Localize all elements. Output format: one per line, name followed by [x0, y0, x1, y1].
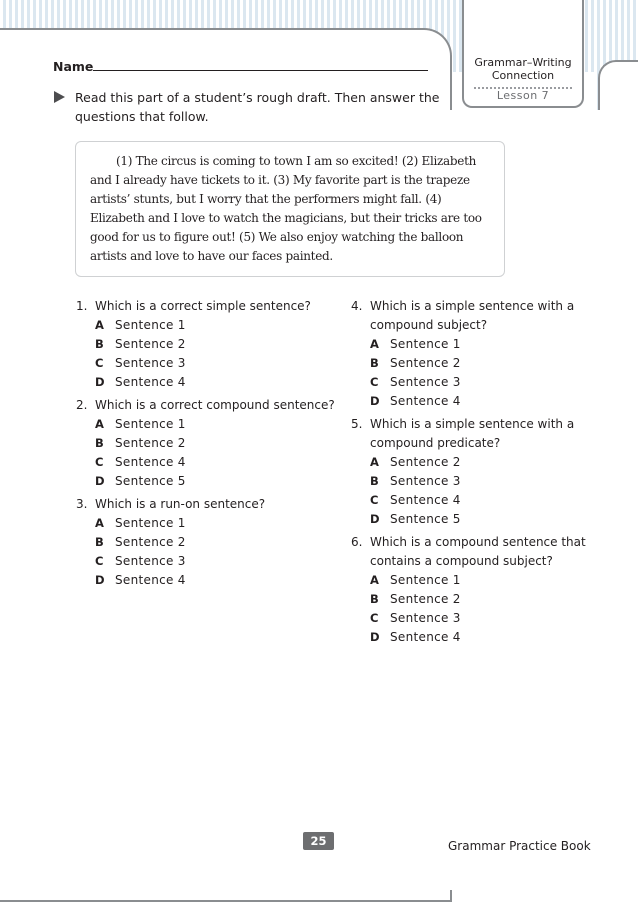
option-text: Sentence 4 [115, 375, 186, 389]
option-letter: C [370, 611, 379, 625]
question-number: 5. [351, 417, 363, 431]
option-text: Sentence 1 [115, 417, 186, 431]
answer-option[interactable] [76, 472, 336, 491]
option-letter: B [370, 356, 379, 370]
answer-option[interactable] [76, 453, 336, 472]
question-stem [76, 396, 336, 415]
answer-option[interactable] [351, 590, 611, 609]
option-text: Sentence 3 [115, 554, 186, 568]
option-text: Sentence 5 [390, 512, 461, 526]
option-letter: C [95, 356, 104, 370]
answer-option[interactable] [351, 472, 611, 491]
answer-option[interactable] [76, 316, 336, 335]
questions-right-column [351, 297, 611, 651]
option-letter: C [95, 455, 104, 469]
answer-option[interactable] [76, 514, 336, 533]
question-number: 3. [76, 497, 88, 511]
questions-left-column [76, 297, 336, 594]
question-number: 2. [76, 398, 88, 412]
lesson-tab [462, 0, 584, 108]
option-letter: C [370, 493, 379, 507]
question [76, 297, 336, 392]
arrow-icon [54, 91, 65, 103]
option-letter: A [95, 318, 104, 332]
option-text: Sentence 5 [115, 474, 186, 488]
question-stem [351, 415, 611, 453]
question [351, 533, 611, 647]
answer-option[interactable] [351, 628, 611, 647]
option-text: Sentence 1 [390, 337, 461, 351]
name-line[interactable] [93, 70, 428, 71]
question-number: 1. [76, 299, 88, 313]
passage-text: (1) The circus is coming to town I am so excited! (2) Elizabeth and I already have tickets to it. (3) My favorite part is the trapeze artists’ stunts, but I worry that the performers might fall. (4) Elizabeth and I love to watch the magicians, but their tricks are too good for us to figure out! (5) We also enjoy watching the balloon artists and love to have our faces painted. [90, 154, 482, 263]
question-stem [76, 495, 336, 514]
option-letter: B [95, 337, 104, 351]
answer-option[interactable] [76, 373, 336, 392]
answer-option[interactable] [76, 354, 336, 373]
name-label: Name [53, 59, 94, 74]
option-letter: A [370, 337, 379, 351]
option-letter: D [370, 630, 380, 644]
option-text: Sentence 2 [390, 356, 461, 370]
answer-option[interactable] [76, 533, 336, 552]
question-text: Which is a correct simple sentence? [95, 299, 311, 313]
option-letter: A [370, 455, 379, 469]
option-letter: A [370, 573, 379, 587]
option-letter: B [370, 592, 379, 606]
option-text: Sentence 4 [390, 394, 461, 408]
option-text: Sentence 2 [390, 592, 461, 606]
question-number: 6. [351, 535, 363, 549]
instructions: Read this part of a student’s rough draft. Then answer the questions that follow. [75, 90, 440, 124]
option-text: Sentence 1 [115, 318, 186, 332]
option-text: Sentence 4 [390, 630, 461, 644]
answer-option[interactable] [351, 335, 611, 354]
option-letter: A [95, 516, 104, 530]
option-letter: A [95, 417, 104, 431]
question-stem [351, 297, 611, 335]
answer-option[interactable] [76, 571, 336, 590]
option-text: Sentence 2 [115, 436, 186, 450]
option-letter: D [370, 512, 380, 526]
question-text: Which is a simple sentence with a compound subject? [370, 299, 575, 332]
option-text: Sentence 2 [115, 535, 186, 549]
option-text: Sentence 3 [115, 356, 186, 370]
tab-title-line2: Connection [491, 69, 555, 82]
question-stem [76, 297, 336, 316]
option-letter: D [95, 573, 105, 587]
answer-option[interactable] [351, 609, 611, 628]
option-text: Sentence 1 [115, 516, 186, 530]
option-text: Sentence 3 [390, 474, 461, 488]
option-text: Sentence 1 [390, 573, 461, 587]
option-text: Sentence 4 [390, 493, 461, 507]
question-text: Which is a compound sentence that contains a compound subject? [370, 535, 586, 568]
answer-option[interactable] [76, 552, 336, 571]
option-text: Sentence 2 [115, 337, 186, 351]
question [351, 297, 611, 411]
question [351, 415, 611, 529]
answer-option[interactable] [76, 434, 336, 453]
answer-option[interactable] [76, 335, 336, 354]
book-title: Grammar Practice Book [448, 839, 591, 853]
answer-option[interactable] [351, 510, 611, 529]
tab-title [464, 56, 582, 82]
page-number: 25 [303, 832, 334, 850]
answer-option[interactable] [351, 373, 611, 392]
passage-box [75, 141, 505, 277]
option-letter: B [95, 436, 104, 450]
option-letter: C [370, 375, 379, 389]
question-number: 4. [351, 299, 363, 313]
answer-option[interactable] [351, 571, 611, 590]
option-letter: B [95, 535, 104, 549]
question-text: Which is a run-on sentence? [95, 497, 266, 511]
answer-option[interactable] [351, 354, 611, 373]
answer-option[interactable] [351, 491, 611, 510]
answer-option[interactable] [76, 415, 336, 434]
option-text: Sentence 2 [390, 455, 461, 469]
tab-title-line1: Grammar–Writing [474, 56, 572, 69]
option-text: Sentence 4 [115, 573, 186, 587]
answer-option[interactable] [351, 392, 611, 411]
question [76, 396, 336, 491]
option-text: Sentence 3 [390, 611, 461, 625]
option-text: Sentence 4 [115, 455, 186, 469]
question [76, 495, 336, 590]
option-letter: C [95, 554, 104, 568]
option-text: Sentence 3 [390, 375, 461, 389]
option-letter: D [370, 394, 380, 408]
question-stem [351, 533, 611, 571]
option-letter: D [95, 375, 105, 389]
lesson-label: Lesson 7 [496, 89, 550, 102]
option-letter: D [95, 474, 105, 488]
question-text: Which is a simple sentence with a compound predicate? [370, 417, 575, 450]
answer-option[interactable] [351, 453, 611, 472]
question-text: Which is a correct compound sentence? [95, 398, 335, 412]
option-letter: B [370, 474, 379, 488]
